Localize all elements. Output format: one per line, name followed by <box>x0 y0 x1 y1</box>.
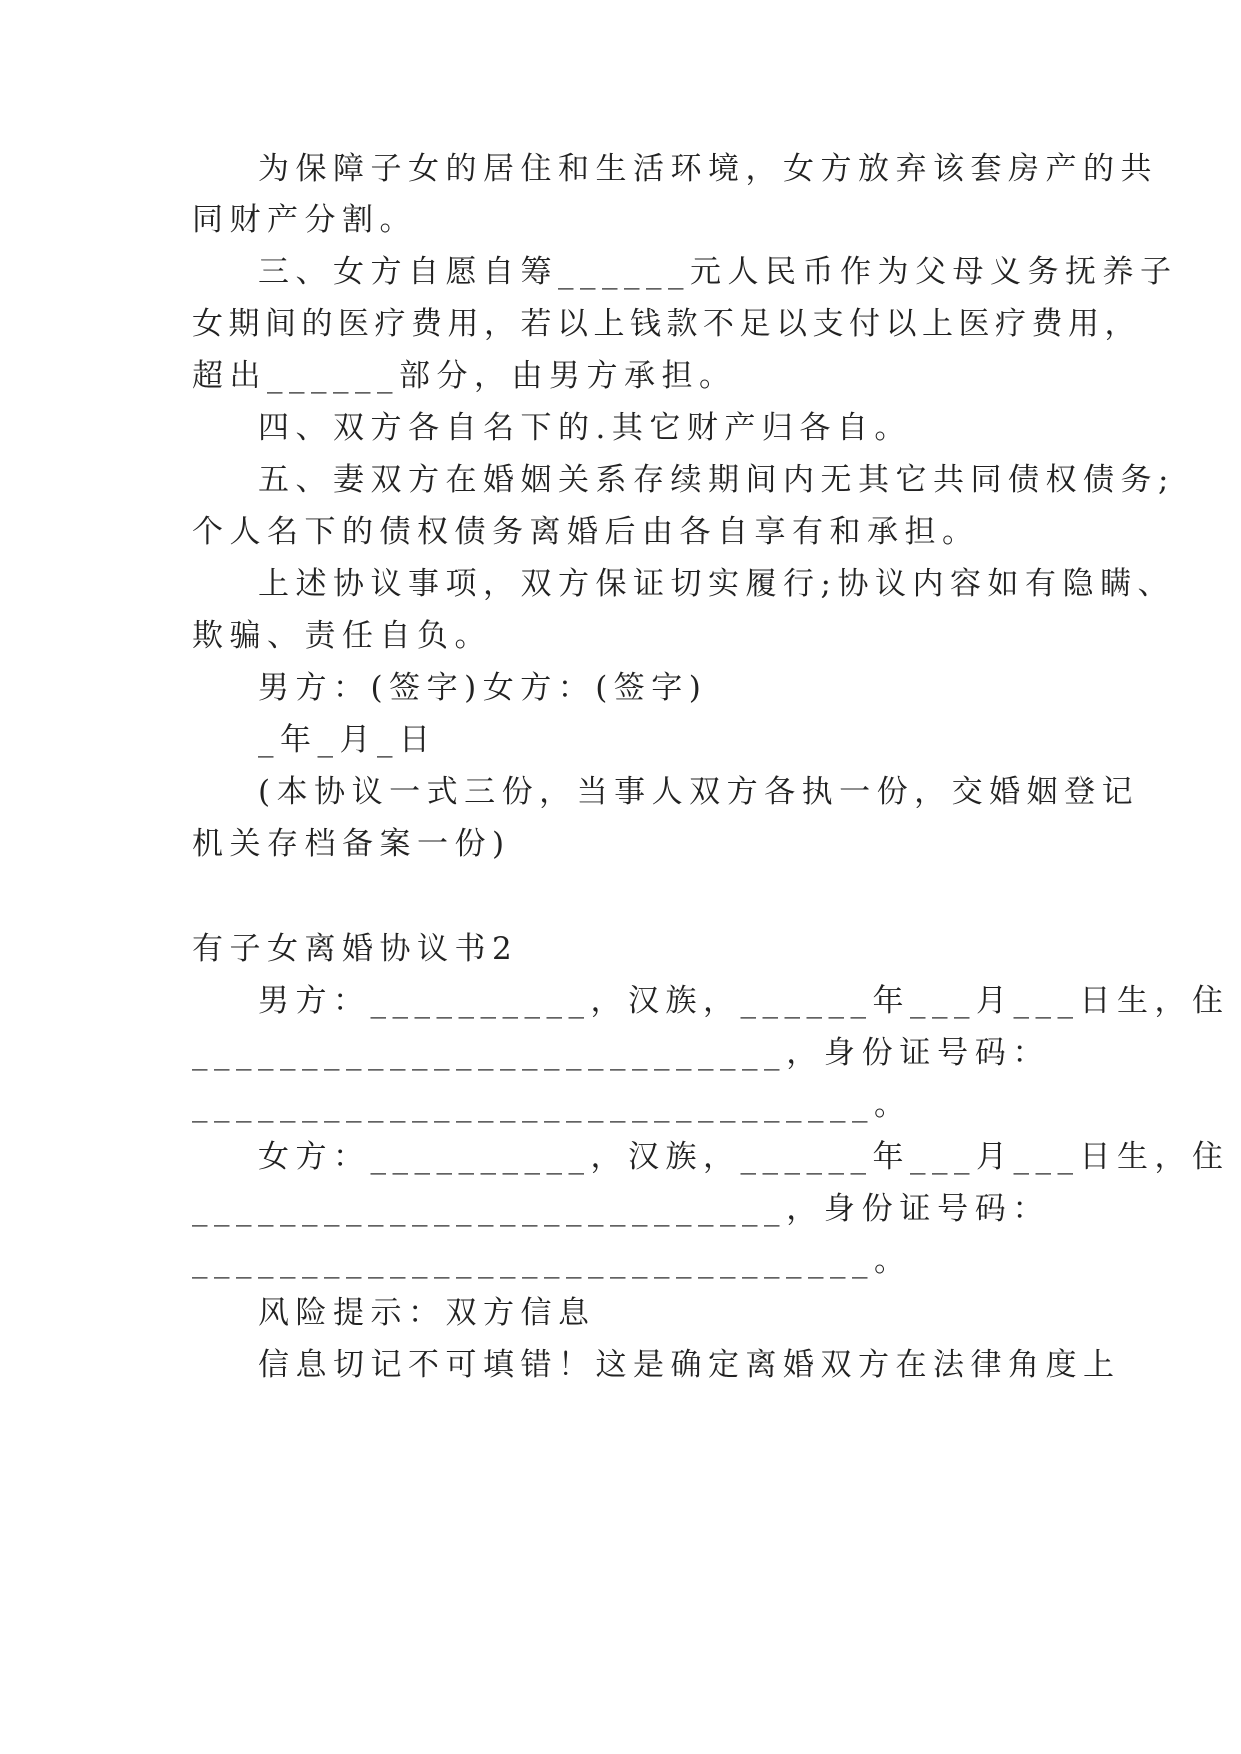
paragraph-line: 四、双方各自名下的.其它财产归各自。 <box>258 410 912 446</box>
paragraph-line: 个人名下的债权债务离婚后由各自享有和承担。 <box>192 514 980 550</box>
male-id-number-line: _______________________________。 <box>192 1087 912 1123</box>
female-party-line: 女方：__________，汉族，______年___月___日生，住 <box>258 1139 1230 1175</box>
paragraph-line: 信息切记不可填错！这是确定离婚双方在法律角度上 <box>258 1347 1121 1383</box>
paragraph-line: 上述协议事项，双方保证切实履行;协议内容如有隐瞒、 <box>258 566 1175 602</box>
male-id-line: ___________________________，身份证号码： <box>192 1035 1050 1071</box>
female-id-number-line: _______________________________。 <box>192 1243 912 1279</box>
paragraph-line: 同财产分割。 <box>192 202 417 238</box>
paragraph-line: 超出______部分，由男方承担。 <box>192 358 737 394</box>
female-id-line: ___________________________，身份证号码： <box>192 1191 1050 1227</box>
signature-line: 男方：(签字)女方：(签字) <box>258 670 708 706</box>
paragraph-line: 机关存档备案一份) <box>192 826 511 862</box>
paragraph-line: 五、妻双方在婚姻关系存续期间内无其它共同债权债务; <box>258 462 1175 498</box>
paragraph-line: 欺骗、责任自负。 <box>192 618 492 654</box>
section-title: 有子女离婚协议书2 <box>192 931 519 967</box>
male-party-line: 男方：__________，汉族，______年___月___日生，住 <box>258 983 1230 1019</box>
risk-tip-heading: 风险提示：双方信息 <box>258 1295 596 1331</box>
paragraph-line: 三、女方自愿自筹______元人民币作为父母义务抚养子 <box>258 254 1178 290</box>
paragraph-line: 女期间的医疗费用，若以上钱款不足以支付以上医疗费用， <box>192 306 1141 342</box>
date-line: _年_月_日 <box>258 722 437 758</box>
paragraph-line: 为保障子女的居住和生活环境，女方放弃该套房产的共 <box>258 151 1158 187</box>
paragraph-line: (本协议一式三份，当事人双方各执一份，交婚姻登记 <box>258 774 1140 810</box>
